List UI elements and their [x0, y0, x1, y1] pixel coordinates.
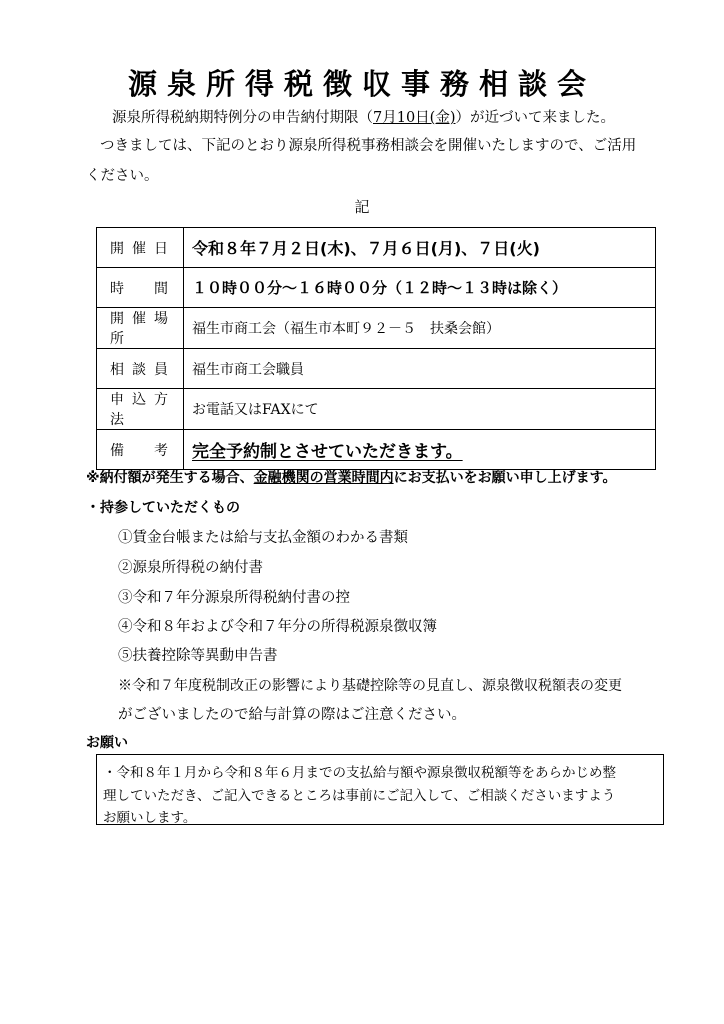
tax-reform-note-2: がございましたので給与計算の際はご注意ください。: [118, 707, 466, 723]
tax-reform-note-1: ※令和７年度税制改正の影響により基礎控除等の見直し、源泉徴収税額表の変更: [118, 678, 622, 694]
bring-item: ⑤扶養控除等異動申告書: [118, 648, 278, 664]
value-time: １０時００分～１６時００分（１２時～１３時は除く）: [184, 268, 656, 308]
table-row: [97, 430, 656, 470]
request-heading: お願い: [86, 735, 128, 751]
label-apply: 申込方法: [97, 389, 184, 430]
request-line: 理していただき、ご記入できるところは事前にご記入して、ご相談くださいますよう: [103, 788, 616, 804]
deadline-date: 7月10日(金): [373, 110, 456, 126]
request-line: ・令和８年１月から令和８年６月までの支払給与額や源泉徴収税額等をあらかじめ整: [103, 765, 616, 781]
request-box: [96, 754, 664, 825]
bring-heading: ・持参していただくもの: [86, 500, 240, 516]
intro-line-3: ください。: [86, 168, 159, 184]
label-remarks: 備考: [97, 430, 184, 470]
label-venue: 開催場所: [97, 308, 184, 349]
bring-item: ①賃金台帳または給与支払金額のわかる書類: [118, 530, 408, 546]
table-row: [97, 349, 656, 389]
intro-line-1: [112, 108, 615, 128]
table-row: [97, 308, 656, 349]
table-row: [97, 389, 656, 430]
value-date: 令和８年７月２日(木)、７月６日(月)、７日(火): [184, 228, 656, 268]
label-advisor: 相談員: [97, 349, 184, 389]
bank-hours-emphasis: 金融機関の営業時間内: [253, 470, 394, 486]
bring-item: ④令和８年および令和７年分の所得税源泉徴収簿: [118, 619, 437, 635]
value-apply: お電話又はFAXにて: [184, 389, 656, 430]
label-date: 開催日: [97, 228, 184, 268]
intro-line-1-post: ）が近づいて来ました。: [455, 110, 615, 126]
intro-line-1-pre: 源泉所得税納期特例分の申告納付期限（: [112, 110, 373, 126]
ki-heading: 記: [354, 198, 370, 216]
intro-line-2: つきましては、下記のとおり源泉所得税事務相談会を開催いたしますので、ご活用: [100, 138, 637, 154]
value-remarks: 完全予約制とさせていただきます。: [184, 430, 656, 470]
label-time: 時間: [97, 268, 184, 308]
value-advisor: 福生市商工会職員: [184, 349, 656, 389]
info-table: [96, 227, 656, 470]
page-title: 源泉所得税徴収事務相談会: [127, 67, 596, 101]
payment-notice: ※納付額が発生する場合、金融機関の営業時間内にお支払いをお願い申し上げます。: [86, 470, 617, 486]
table-row: [97, 268, 656, 308]
bring-item: ②源泉所得税の納付書: [118, 560, 263, 576]
bring-item: ③令和７年分源泉所得税納付書の控: [118, 590, 350, 606]
request-line: お願いします。: [103, 810, 197, 826]
value-venue: 福生市商工会（福生市本町９２－５ 扶桑会館）: [184, 308, 656, 349]
table-row: [97, 228, 656, 268]
